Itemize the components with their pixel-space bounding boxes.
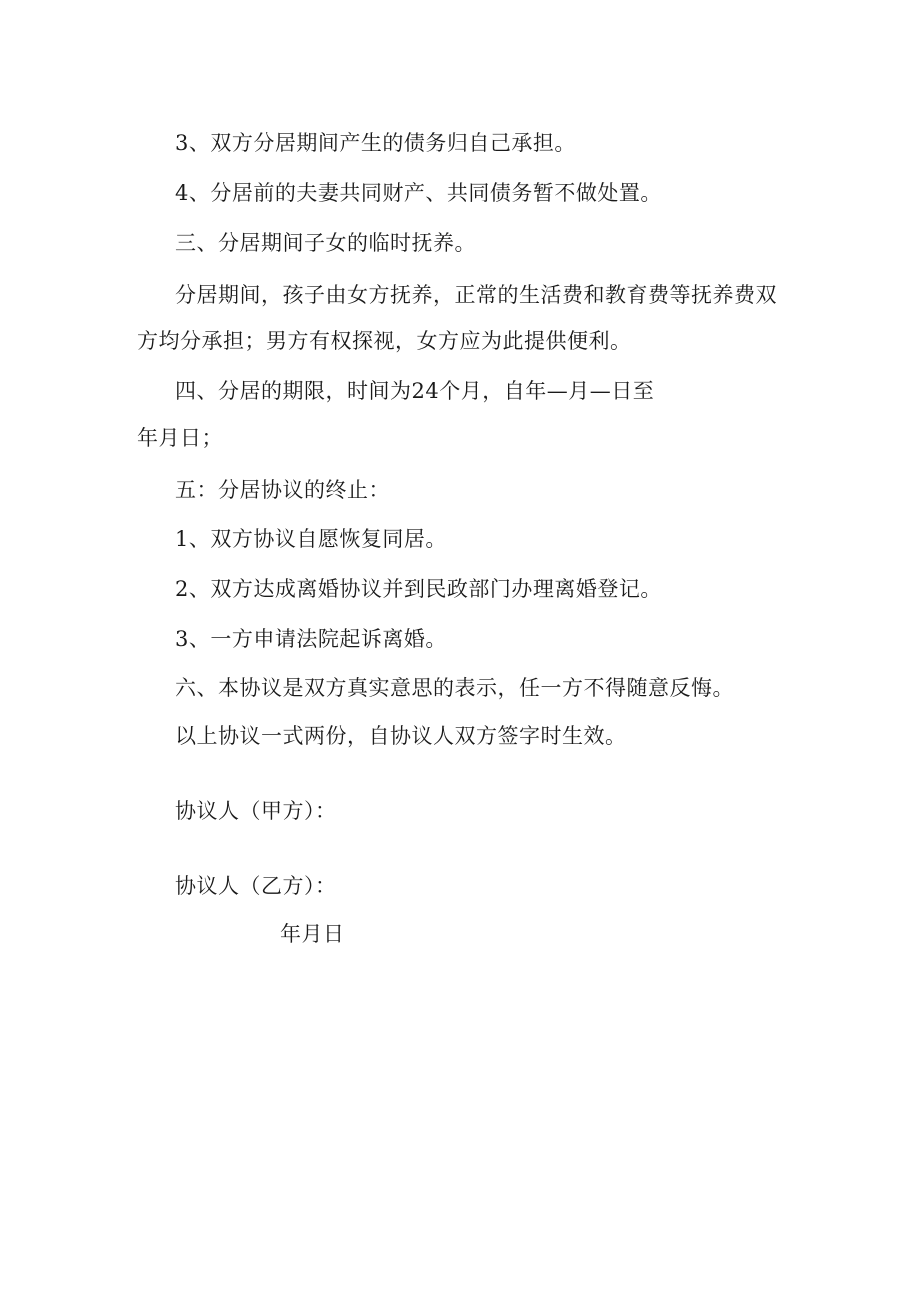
- clause-termination-3: 3、一方申请法院起诉离婚。: [175, 627, 447, 651]
- clause-child-custody-line2: 方均分承担；男方有权探视，女方应为此提供便利。: [137, 329, 632, 353]
- section-six-statement: 六、本协议是双方真实意思的表示，任一方不得随意反悔。: [175, 676, 734, 700]
- clause-child-custody-line1: 分居期间，孩子由女方抚养，正常的生活费和教育费等抚养费双: [175, 283, 777, 307]
- signature-party-a: 协议人（甲方）：: [175, 799, 337, 823]
- clause-termination-2: 2、双方达成离婚协议并到民政部门办理离婚登记。: [175, 577, 662, 601]
- section-term-heading: 四、分居的期限，时间为24个月，自年—月—日至: [175, 379, 655, 403]
- signature-party-b: 协议人（乙方）：: [175, 874, 337, 898]
- clause-joint-property: 4、分居前的夫妻共同财产、共同债务暂不做处置。: [175, 181, 662, 205]
- section-child-custody-heading: 三、分居期间子女的临时抚养。: [175, 231, 476, 255]
- section-termination-heading: 五：分居协议的终止：: [175, 478, 390, 502]
- section-term-date: 年月日；: [137, 426, 223, 450]
- clause-termination-1: 1、双方协议自愿恢复同居。: [175, 527, 447, 551]
- signature-date: 年月日: [280, 922, 345, 946]
- clause-debts-separate: 3、双方分居期间产生的债务归自己承担。: [175, 131, 576, 155]
- effectiveness-statement: 以上协议一式两份，自协议人双方签字时生效。: [175, 724, 627, 748]
